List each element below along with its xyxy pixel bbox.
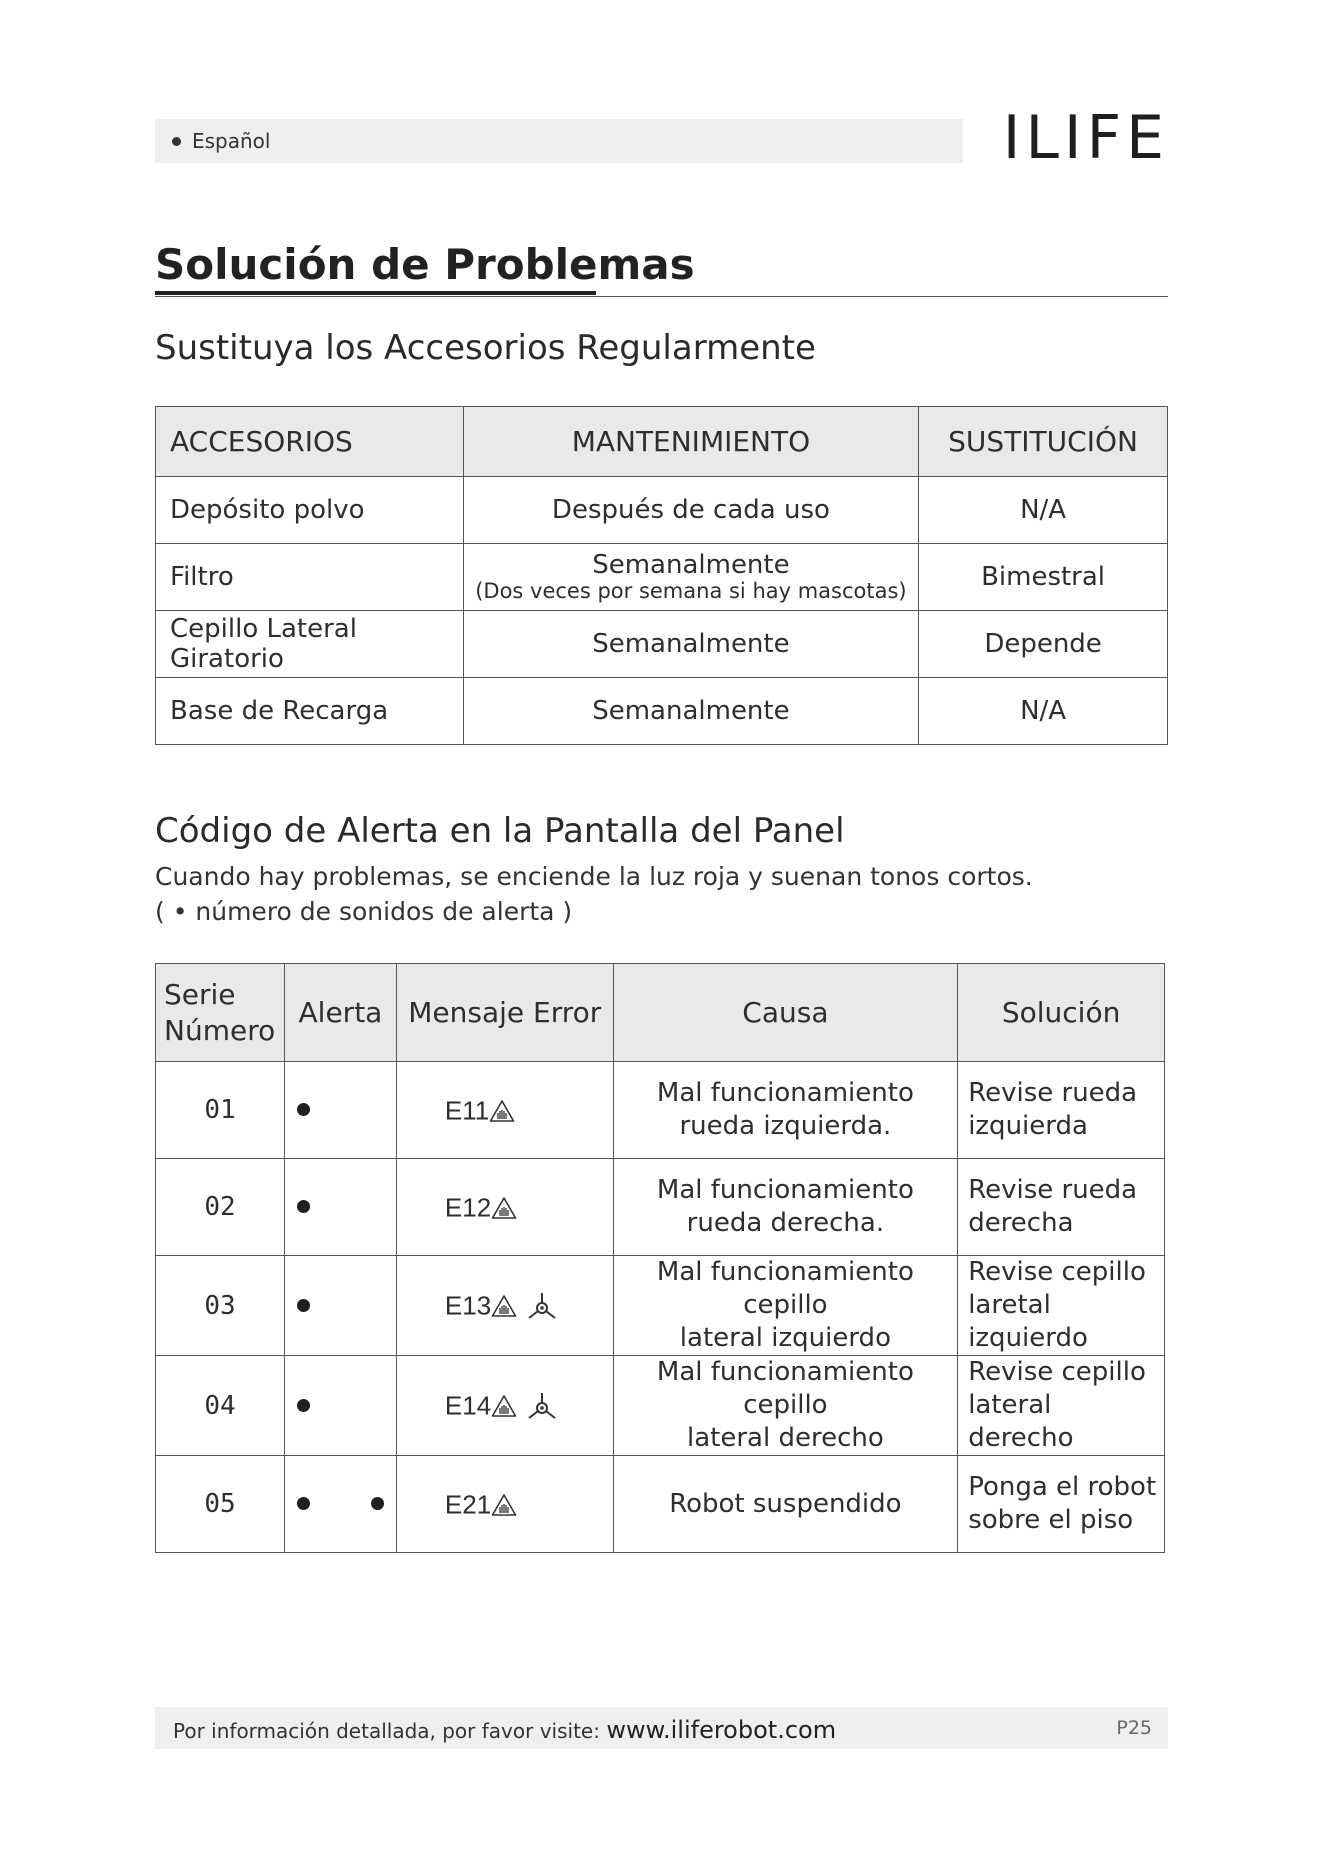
accessories-table <box>155 406 1168 745</box>
cause-line1: Mal funcionamiento cepillo <box>656 1257 914 1320</box>
serial-number-cell: 05 <box>156 1456 285 1553</box>
table-row <box>156 477 1168 544</box>
solution-line2: derecha <box>968 1208 1074 1238</box>
cause-cell <box>613 1356 958 1456</box>
column-header-accessories: ACCESORIOS <box>156 407 464 477</box>
solution-line2: sobre el piso <box>968 1505 1134 1535</box>
cause-line2: rueda derecha. <box>686 1208 885 1238</box>
warning-triangle-icon <box>489 1099 515 1123</box>
serial-number-cell: 02 <box>156 1159 285 1256</box>
table-header-row <box>156 407 1168 477</box>
maintenance-text: Después de cada uso <box>551 495 830 525</box>
title-rule <box>155 296 1168 297</box>
cause-line1: Mal funcionamiento <box>656 1078 914 1108</box>
error-code: E12 <box>444 1192 492 1223</box>
alert-beep-dot <box>297 1200 310 1213</box>
table-row <box>156 1256 1165 1356</box>
table-row <box>156 678 1168 745</box>
error-message-cell <box>396 1456 613 1553</box>
column-header-error-message: Mensaje Error <box>396 964 613 1062</box>
footer-bar <box>155 1707 1168 1749</box>
footer-text <box>173 1716 836 1744</box>
solution-line1: Revise rueda <box>968 1078 1138 1108</box>
error-code: E11 <box>444 1095 490 1126</box>
footer-label: Por información detallada, por favor visite: <box>173 1719 600 1743</box>
table-row <box>156 1062 1165 1159</box>
table-row <box>156 544 1168 611</box>
page-title: Solución de Problemas <box>155 240 695 289</box>
alert-beep-dot <box>297 1299 310 1312</box>
table-header-row <box>156 964 1165 1062</box>
title-underline <box>155 291 596 295</box>
warning-triangle-icon <box>491 1294 517 1318</box>
alert-beep-dot <box>371 1497 384 1510</box>
alert-section-title: Código de Alerta en la Pantalla del Panel <box>155 811 845 851</box>
alert-cell <box>284 1062 396 1159</box>
solution-cell <box>958 1356 1165 1456</box>
table-row <box>156 1456 1165 1553</box>
language-bar <box>155 119 963 163</box>
solution-line1: Revise cepillo <box>968 1257 1146 1287</box>
cause-line1: Mal funcionamiento cepillo <box>656 1357 914 1420</box>
maintenance-cell <box>463 678 918 745</box>
replacement-cell: Bimestral <box>919 544 1168 611</box>
table-row <box>156 611 1168 678</box>
maintenance-text: Semanalmente <box>592 629 790 659</box>
solution-cell <box>958 1456 1165 1553</box>
accessory-cell: Cepillo Lateral Giratorio <box>156 611 464 678</box>
warning-triangle-icon <box>491 1493 517 1517</box>
maintenance-cell <box>463 544 918 611</box>
error-code: E21 <box>444 1489 492 1520</box>
error-message-cell <box>396 1062 613 1159</box>
error-message-cell <box>396 1356 613 1456</box>
column-header-replacement: SUSTITUCIÓN <box>919 407 1168 477</box>
solution-line1: Ponga el robot <box>968 1472 1157 1502</box>
cause-cell <box>613 1159 958 1256</box>
error-code-table <box>155 963 1165 1553</box>
solution-cell <box>958 1159 1165 1256</box>
accessory-cell: Depósito polvo <box>156 477 464 544</box>
bullet-icon <box>172 137 181 146</box>
cause-cell <box>613 1256 958 1356</box>
serial-number-cell: 04 <box>156 1356 285 1456</box>
maintenance-text: Semanalmente <box>592 696 790 726</box>
serial-header-line1: Serie <box>164 977 236 1011</box>
cause-line2: lateral derecho <box>687 1423 884 1453</box>
warning-triangle-icon <box>491 1394 517 1418</box>
cause-line1: Robot suspendido <box>669 1488 902 1519</box>
accessories-section-title: Sustituya los Accesorios Regularmente <box>155 328 816 368</box>
serial-number-cell: 01 <box>156 1062 285 1159</box>
cause-cell <box>613 1456 958 1553</box>
maintenance-text: Semanalmente <box>592 550 790 580</box>
alert-beep-dot <box>297 1103 310 1116</box>
column-header-maintenance: MANTENIMIENTO <box>463 407 918 477</box>
cause-line2: lateral izquierdo <box>679 1323 891 1353</box>
column-header-solution: Solución <box>958 964 1165 1062</box>
alert-beep-dot <box>297 1497 310 1510</box>
solution-line2: lateral derecho <box>968 1390 1074 1453</box>
error-code: E14 <box>444 1390 492 1421</box>
language-label: Español <box>192 129 271 153</box>
error-code: E13 <box>444 1290 492 1321</box>
alert-cell <box>284 1456 396 1553</box>
solution-line1: Revise rueda <box>968 1175 1138 1205</box>
column-header-serial-number <box>156 964 285 1062</box>
solution-line1: Revise cepillo <box>968 1357 1146 1387</box>
alert-beep-dot <box>297 1399 310 1412</box>
solution-line2: laretal izquierdo <box>968 1290 1088 1353</box>
cause-line1: Mal funcionamiento <box>656 1175 914 1205</box>
accessory-cell: Filtro <box>156 544 464 611</box>
maintenance-cell <box>463 477 918 544</box>
accessory-cell: Base de Recarga <box>156 678 464 745</box>
cause-line2: rueda izquierda. <box>679 1111 892 1141</box>
column-header-alert: Alerta <box>284 964 396 1062</box>
maintenance-cell <box>463 611 918 678</box>
warning-triangle-icon <box>491 1196 517 1220</box>
solution-cell <box>958 1256 1165 1356</box>
serial-number-cell: 03 <box>156 1256 285 1356</box>
solution-line2: izquierda <box>968 1111 1088 1141</box>
side-brush-icon <box>525 1391 559 1421</box>
alert-cell <box>284 1356 396 1456</box>
error-message-cell <box>396 1256 613 1356</box>
alert-legend: ( • número de sonidos de alerta ) <box>155 897 573 926</box>
replacement-cell: N/A <box>919 678 1168 745</box>
alert-description: Cuando hay problemas, se enciende la luz roja y suenan tonos cortos. <box>155 862 1033 891</box>
page-number: P25 <box>1116 1717 1152 1739</box>
alert-cell <box>284 1159 396 1256</box>
side-brush-icon <box>525 1291 559 1321</box>
alert-cell <box>284 1256 396 1356</box>
column-header-cause: Causa <box>613 964 958 1062</box>
solution-cell <box>958 1062 1165 1159</box>
cause-cell <box>613 1062 958 1159</box>
maintenance-note: (Dos veces por semana si hay mascotas) <box>475 579 907 603</box>
error-message-cell <box>396 1159 613 1256</box>
table-row <box>156 1356 1165 1456</box>
footer-url: www.iliferobot.com <box>606 1716 837 1744</box>
brand-logo: ILIFE <box>1002 103 1169 173</box>
replacement-cell: Depende <box>919 611 1168 678</box>
table-row <box>156 1159 1165 1256</box>
serial-header-line2: Número <box>164 1013 276 1047</box>
replacement-cell: N/A <box>919 477 1168 544</box>
